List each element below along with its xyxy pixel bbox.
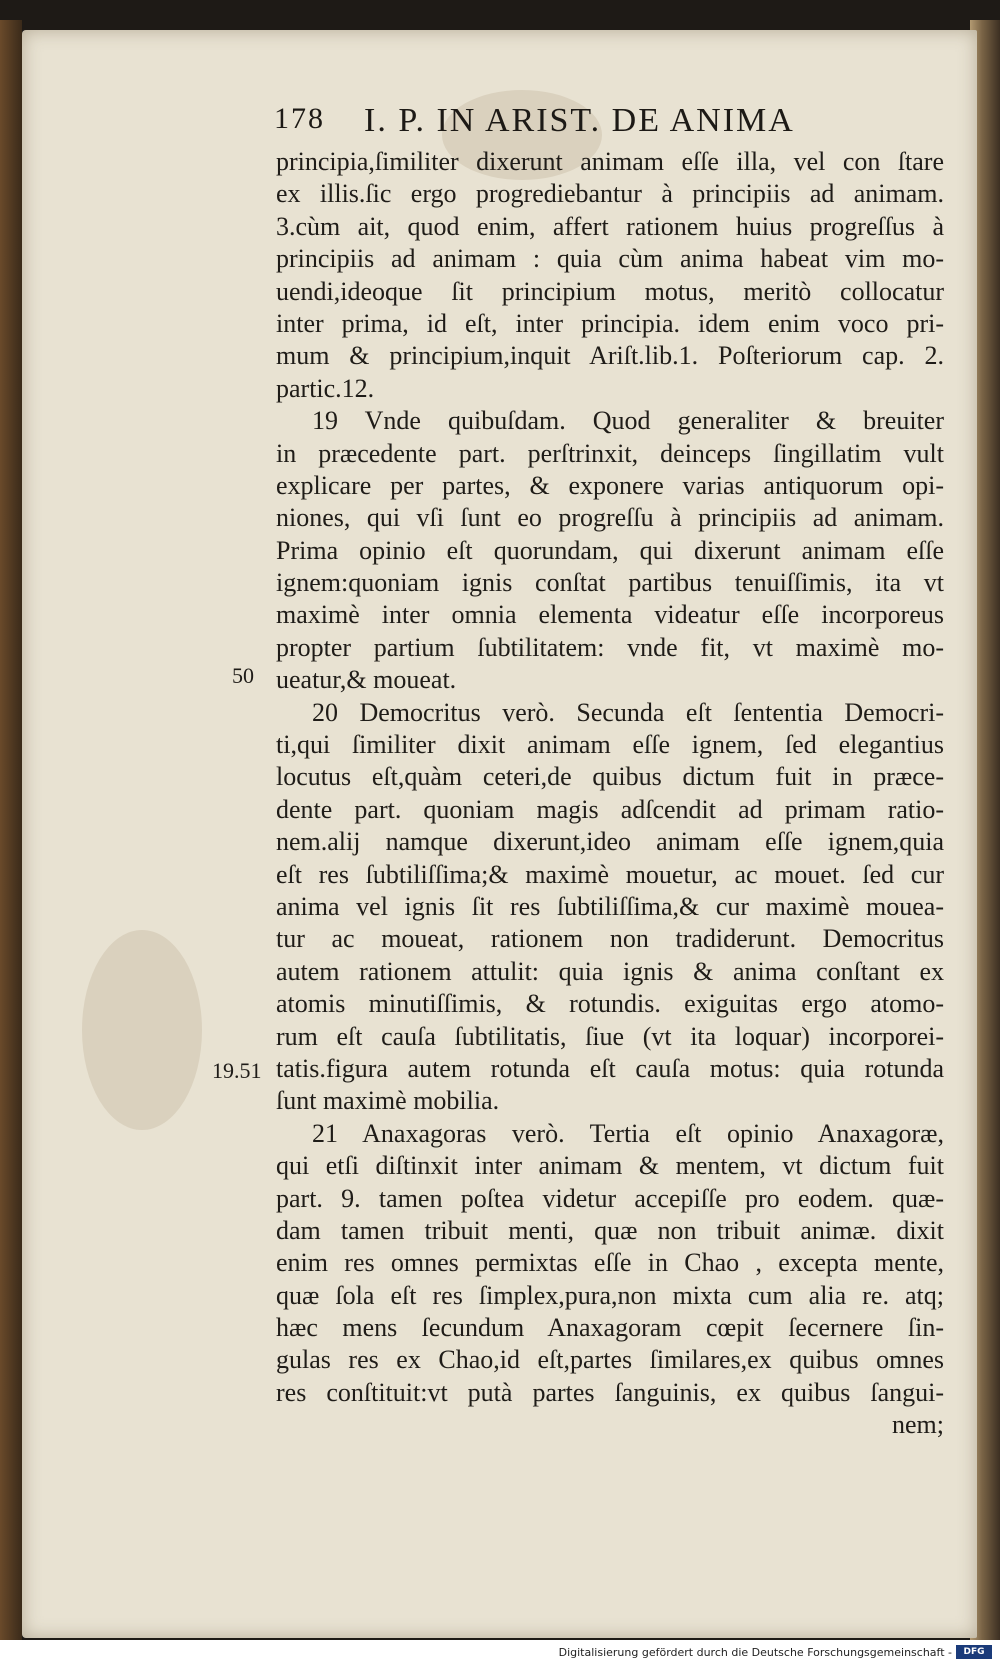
text-line: principia,ſimiliter dixerunt animam eſſe illa, vel con ſtare <box>276 147 944 176</box>
margin-note: 19.51 <box>212 1058 262 1083</box>
text-line: in præcedente part. perſtrinxit, deinceps ſingillatim vult <box>276 438 944 468</box>
text-line: ex illis.ſic ergo progrediebantur à principiis ad animam. <box>276 179 944 209</box>
text-line: partic.12. <box>276 373 375 403</box>
text-line: maximè inter omnia elementa videatur eſſe incorporeus <box>276 600 944 630</box>
text-line: res conſtituit:vt putà partes ſanguinis, ex quibus ſangui- <box>276 1377 944 1407</box>
text-line: 21 Anaxagoras verò. Tertia eſt opinio Anaxagoræ, <box>312 1118 944 1148</box>
footer-bar <box>0 1640 1000 1667</box>
text-line: inter prima, id eſt, inter principia. idem enim voco pri- <box>276 308 944 338</box>
text-line: dente part. quoniam magis adſcendit ad primam ratio- <box>276 794 944 824</box>
text-line: tatis.figura autem rotunda eſt cauſa motus: quia rotunda <box>276 1053 944 1083</box>
text-line: hæc mens ſecundum Anaxagoram cœpit ſecernere ſin- <box>276 1313 944 1343</box>
text-line: principiis ad animam : quia cùm anima habeat vim mo- <box>276 244 944 274</box>
text-line: rum eſt cauſa ſubtilitatis, ſiue (vt ita loquar) incorporei- <box>276 1021 944 1051</box>
dfg-logo-icon: DFG <box>956 1645 992 1659</box>
paper-stain <box>82 930 202 1130</box>
text-line: 3.cùm ait, quod enim, affert rationem huius progreſſus à <box>276 211 944 241</box>
text-line: quæ ſola eſt res ſimplex,pura,non mixta cum alia re. atq; <box>276 1280 944 1310</box>
text-line: eſt res ſubtiliſſima;& maximè mouetur, ac mouet. ſed cur <box>276 859 944 889</box>
text-line: gulas res ex Chao,id eſt,partes ſimilares,ex quibus omnes <box>276 1345 944 1375</box>
text-line: Prima opinio eſt quorundam, qui dixerunt animam eſſe <box>276 535 944 565</box>
text-line: propter partium ſubtilitatem: vnde fit, vt maximè mo- <box>276 632 944 662</box>
text-line: uendi,ideoque ſit principium motus, meritò collocatur <box>276 276 944 306</box>
page-number: 178 <box>274 102 325 135</box>
text-line: nem.alij namque dixerunt,ideo animam eſſe ignem,quia <box>276 827 944 857</box>
text-line: niones, qui vſi ſunt eo progreſſu à principiis ad animam. <box>276 503 944 533</box>
text-line: enim res omnes permixtas eſſe in Chao , excepta mente, <box>276 1248 944 1278</box>
text-line: explicare per partes, & exponere varias antiquorum opi- <box>276 470 944 500</box>
text-line: qui etſi diſtinxit inter animam & mentem, vt dictum fuit <box>276 1151 944 1181</box>
body-text <box>276 146 944 1442</box>
book-binding-edge <box>0 20 22 1640</box>
text-line: nem; <box>892 1410 944 1440</box>
running-title: I. P. IN ARIST. DE ANIMA <box>364 102 795 139</box>
digitization-credit: Digitalisierung gefördert durch die Deutsche Forschungsgemeinschaft - <box>558 1646 952 1659</box>
text-line: part. 9. tamen poſtea videtur accepiſſe pro eodem. quæ- <box>276 1183 944 1213</box>
text-line: mum & principium,inquit Ariſt.lib.1. Poſteriorum cap. 2. <box>276 341 944 371</box>
text-line: ueatur,& moueat. <box>276 665 457 695</box>
running-header <box>274 102 834 142</box>
text-line: 20 Democritus verò. Secunda eſt ſententia Democri- <box>312 697 944 727</box>
margin-note: 50 <box>232 663 254 688</box>
text-line: 19 Vnde quibuſdam. Quod generaliter & breuiter <box>312 406 944 436</box>
text-line: ſunt maximè mobilia. <box>276 1086 500 1116</box>
text-line: locutus eſt,quàm ceteri,de quibus dictum fuit in præce- <box>276 762 944 792</box>
text-line: atomis minutiſſimis, & rotundis. exiguitas ergo atomo- <box>276 989 944 1019</box>
text-line: anima vel ignis ſit res ſubtiliſſima,& cur maximè mouea- <box>276 891 944 921</box>
text-line: dam tamen tribuit menti, quæ non tribuit animæ. dixit <box>276 1215 944 1245</box>
text-line: ignem:quoniam ignis conſtat partibus tenuiſſimis, ita vt <box>276 568 944 598</box>
text-line: autem rationem attulit: quia ignis & anima conſtant ex <box>276 956 944 986</box>
text-line: tur ac moueat, rationem non tradiderunt. Democritus <box>276 924 944 954</box>
text-line: ti,qui ſimiliter dixit animam eſſe ignem, ſed elegantius <box>276 730 944 760</box>
